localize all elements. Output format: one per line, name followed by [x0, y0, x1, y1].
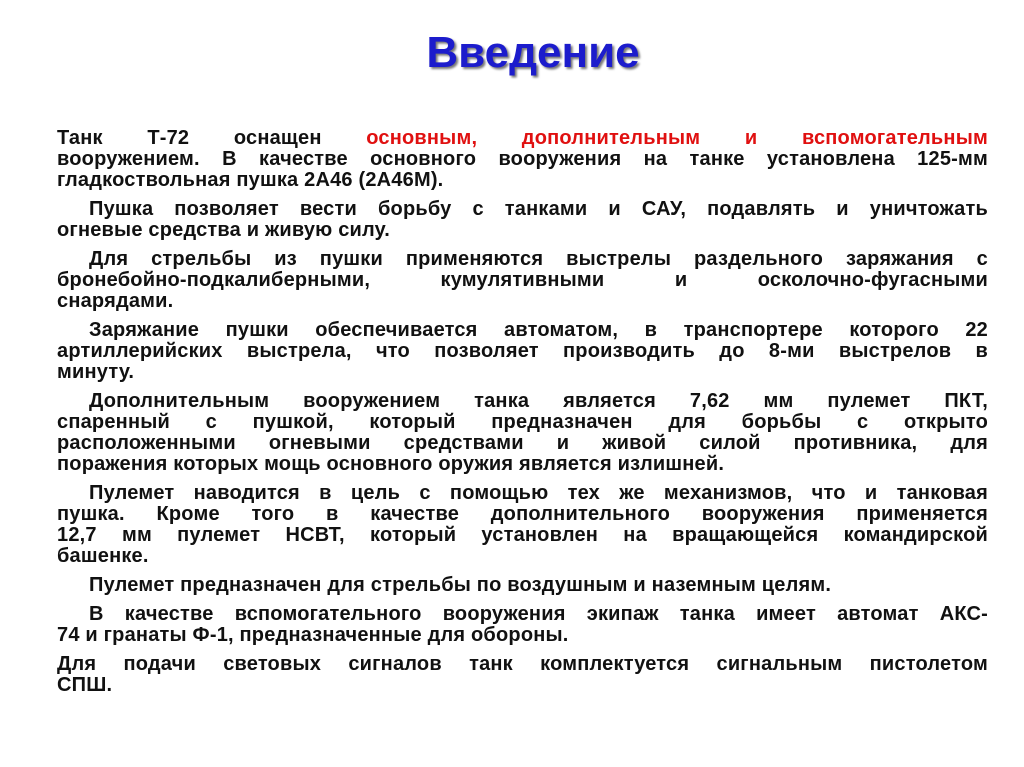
text-line: СПШ.	[57, 675, 113, 696]
paragraph	[57, 575, 988, 596]
text-line: снарядами.	[57, 291, 174, 312]
text-line: Заряжание пушки обеспечивается автоматом, в транспортере которого 22	[89, 320, 988, 341]
paragraph	[57, 199, 988, 241]
slide-body	[57, 128, 988, 704]
intro-text: Танк Т-72 оснащен	[57, 128, 367, 149]
text-line: Для стрельбы из пушки применяются выстрелы раздельного заряжания с	[89, 249, 988, 270]
paragraph	[57, 391, 988, 475]
text-line: артиллерийских выстрела, что позволяет производить до 8-ми выстрелов в	[57, 341, 988, 362]
paragraph	[57, 128, 988, 191]
text-line	[57, 128, 988, 149]
text-line: Дополнительным вооружением танка является 7,62 мм пулемет ПКТ,	[89, 391, 988, 412]
text-line: Для подачи световых сигналов танк комплектуется сигнальным пистолетом	[57, 654, 988, 675]
text-line: Пушка позволяет вести борьбу с танками и САУ, подавлять и уничтожать	[89, 199, 988, 220]
text-line: вооружением. В качестве основного вооружения на танке установлена 125-мм	[57, 149, 988, 170]
text-line: Пулемет предназначен для стрельбы по воздушным и наземным целям.	[89, 575, 832, 596]
paragraph	[57, 320, 988, 383]
paragraph	[57, 654, 988, 696]
text-line: минуту.	[57, 362, 135, 383]
text-line: Пулемет наводится в цель с помощью тех же механизмов, что и танковая	[89, 483, 988, 504]
text-line: гладкоствольная пушка 2А46 (2А46М).	[57, 170, 444, 191]
text-line: 74 и гранаты Ф-1, предназначенные для обороны.	[57, 625, 569, 646]
paragraph	[57, 483, 988, 567]
text-line: спаренный с пушкой, который предназначен для борьбы с открыто	[57, 412, 988, 433]
text-line: огневые средства и живую силу.	[57, 220, 390, 241]
text-line: поражения которых мощь основного оружия является излишней.	[57, 454, 725, 475]
paragraph	[57, 604, 988, 646]
slide-title: Введение	[426, 28, 640, 77]
highlighted-text: основным, дополнительным и вспомогательным	[366, 128, 988, 149]
text-line: расположенными огневыми средствами и живой силой противника, для	[57, 433, 988, 454]
text-line: В качестве вспомогательного вооружения экипаж танка имеет автомат АКС-	[89, 604, 988, 625]
text-line: 12,7 мм пулемет НСВТ, который установлен на вращающейся командирской	[57, 525, 988, 546]
text-line: пушка. Кроме того в качестве дополнительного вооружения применяется	[57, 504, 988, 525]
text-line: башенке.	[57, 546, 149, 567]
paragraph	[57, 249, 988, 312]
text-line: бронебойно-подкалиберными, кумулятивными и осколочно-фугасными	[57, 270, 988, 291]
